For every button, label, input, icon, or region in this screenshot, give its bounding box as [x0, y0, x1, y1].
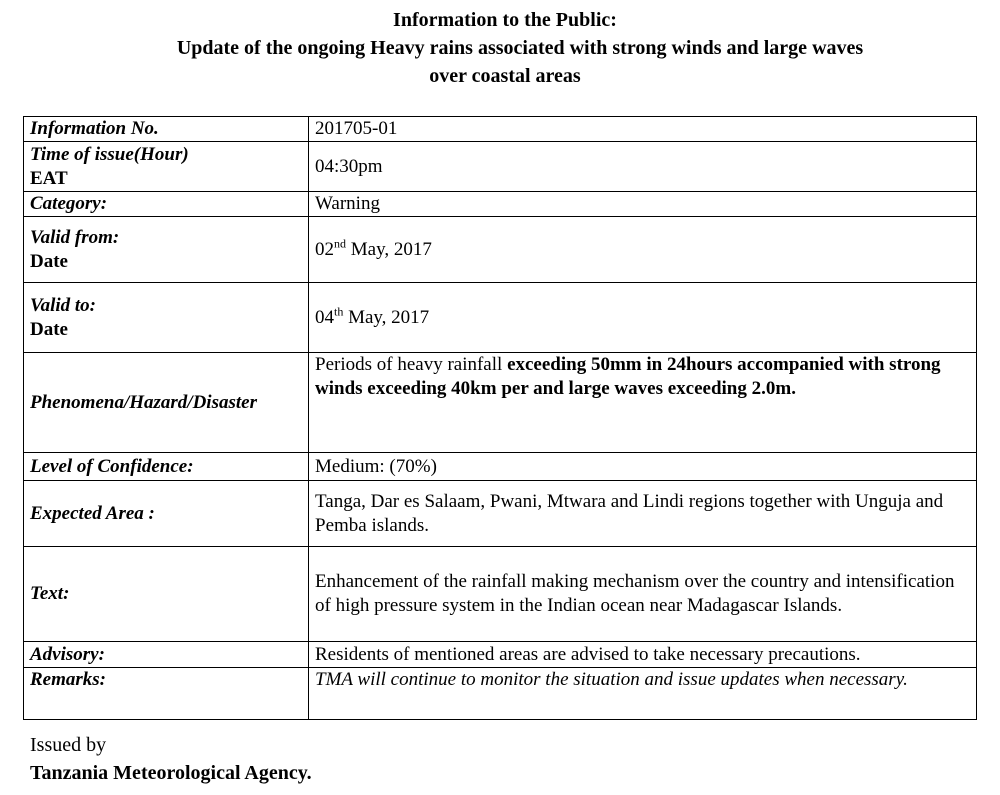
remarks-label: Remarks:: [24, 668, 309, 720]
valid-to-sublabel: Date: [30, 318, 68, 340]
expected-area-value: Tanga, Dar es Salaam, Pwani, Mtwara and Lindi regions together with Unguja and Pemba islands.: [309, 481, 977, 547]
row-text: [24, 547, 977, 642]
advisory-value: Residents of mentioned areas are advised to take necessary precautions.: [309, 642, 977, 668]
valid-from-rest: May, 2017: [346, 238, 432, 260]
row-phenomena: [24, 353, 977, 453]
time-of-issue-sublabel: EAT: [30, 167, 68, 189]
warning-info-table: [23, 116, 977, 720]
advisory-label: Advisory:: [24, 642, 309, 668]
valid-to-label: Valid to:: [30, 294, 96, 316]
title-line-3: over coastal areas: [429, 65, 581, 87]
issuer-block: [30, 731, 312, 787]
row-category: [24, 192, 977, 217]
row-info-no: [24, 117, 977, 142]
row-valid-to: [24, 283, 977, 353]
valid-from-day: 02: [315, 238, 334, 260]
phenomena-label: Phenomena/Hazard/Disaster: [24, 353, 309, 453]
phenomena-text-bold: exceeding 50mm in 24hours accompanied with strong winds exceeding 40km per and large waves exceeding 2.0m.: [315, 354, 941, 399]
info-no-label: Information No.: [24, 117, 309, 142]
valid-to-label-cell: [24, 283, 309, 353]
remarks-value: TMA will continue to monitor the situation and issue updates when necessary.: [309, 668, 977, 720]
expected-area-label: Expected Area :: [24, 481, 309, 547]
category-label: Category:: [24, 192, 309, 217]
time-of-issue-value: 04:30pm: [309, 142, 977, 192]
issued-by-text: Issued by: [30, 734, 107, 756]
document-title: [0, 6, 1000, 90]
row-expected-area: [24, 481, 977, 547]
time-of-issue-label-cell: [24, 142, 309, 192]
time-of-issue-label: Time of issue(Hour): [30, 143, 189, 165]
valid-to-rest: May, 2017: [343, 306, 430, 328]
valid-to-value: [309, 283, 977, 353]
row-valid-from: [24, 217, 977, 283]
row-time-of-issue: [24, 142, 977, 192]
valid-to-suffix: th: [334, 304, 344, 319]
valid-to-day: 04: [315, 306, 334, 328]
row-advisory: [24, 642, 977, 668]
valid-from-sublabel: Date: [30, 250, 68, 272]
phenomena-value: [309, 353, 977, 453]
valid-from-label-cell: [24, 217, 309, 283]
confidence-value: Medium: (70%): [309, 453, 977, 481]
row-remarks: [24, 668, 977, 720]
valid-from-label: Valid from:: [30, 226, 120, 248]
title-line-1: Information to the Public:: [393, 9, 617, 31]
phenomena-text-plain: Periods of heavy rainfall: [315, 354, 508, 375]
confidence-label: Level of Confidence:: [24, 453, 309, 481]
row-confidence: [24, 453, 977, 481]
title-line-2: Update of the ongoing Heavy rains associated with strong winds and large waves: [176, 37, 864, 59]
info-no-value: 201705-01: [309, 117, 977, 142]
text-label: Text:: [24, 547, 309, 642]
category-value: Warning: [309, 192, 977, 217]
text-value: Enhancement of the rainfall making mechanism over the country and intensification of high pressure system in the Indian ocean near Madagascar Islands.: [309, 547, 977, 642]
agency-name: Tanzania Meteorological Agency.: [30, 762, 312, 784]
valid-from-value: [309, 217, 977, 283]
valid-from-suffix: nd: [334, 236, 346, 251]
